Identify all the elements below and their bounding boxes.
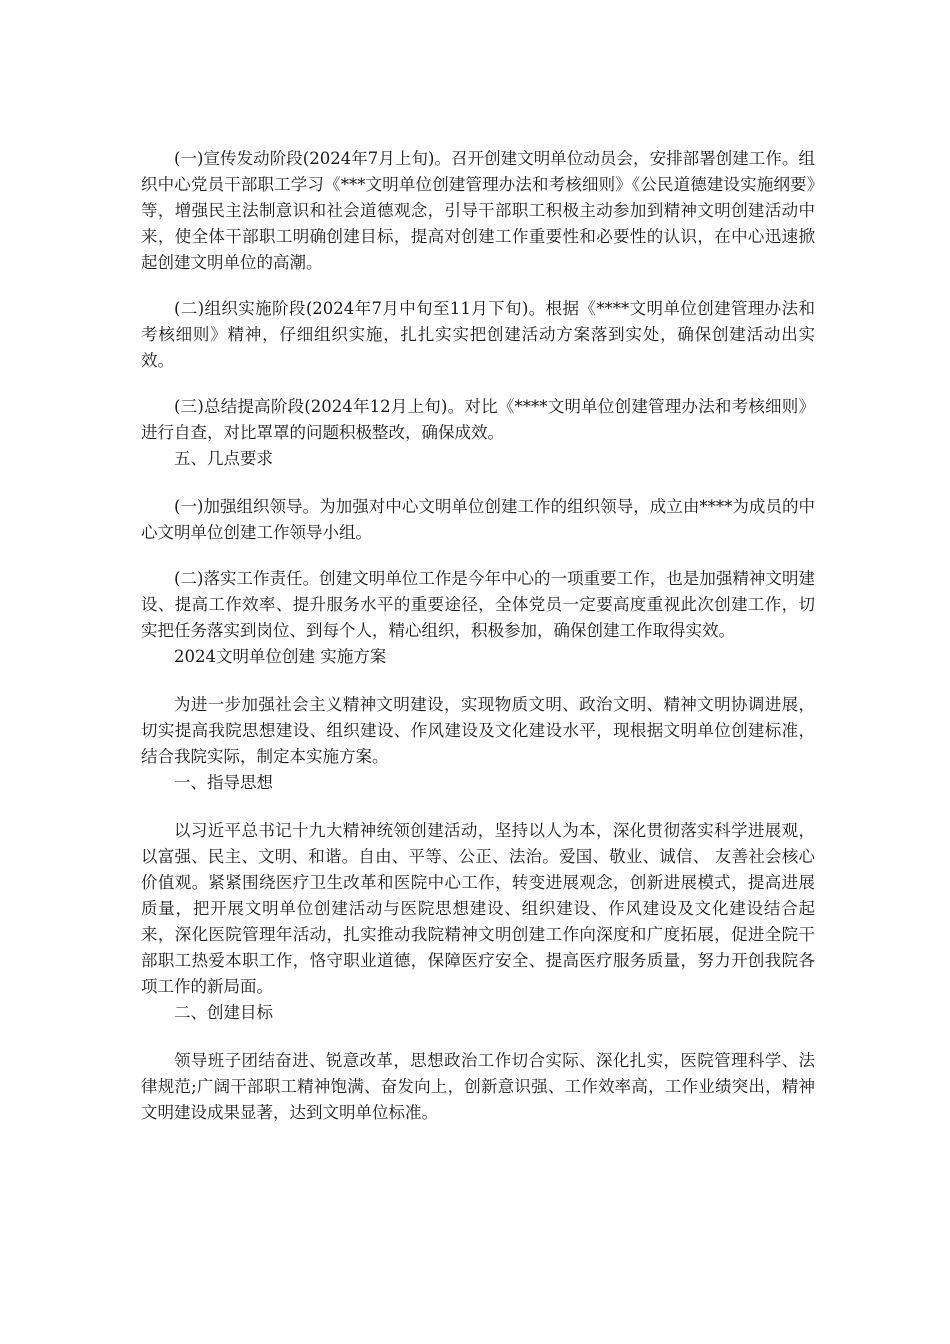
section-heading-requirements: 五、几点要求: [174, 449, 273, 468]
section-heading-guiding-ideology: 一、指导思想: [174, 773, 273, 792]
paragraph-goals: 领导班子团结奋进、锐意改革，思想政治工作切合实际、深化扎实，医院管理科学、法律规范;广阔干部职工精神饱满、奋发向上，创新意识强、工作效率高，工作业绩突出，精神文明建设成果显著，达到文明单位标准。: [141, 1051, 815, 1122]
paragraph-implement-responsibility: (二)落实工作责任。创建文明单位工作是今年中心的一项重要工作，也是加强精神文明建设、提高工作效率、提升服务水平的重要途径，全体党员一定要高度重视此次创建工作，切实把任务落实到岗位、到每个人，精心组织，积极参加，确保创建工作取得实效。: [141, 569, 815, 640]
paragraph-implementation-stage: (二)组织实施阶段(2024年7月中旬至11月下旬)。根据《****文明单位创建管理办法和考核细则》精神，仔细组织实施，扎扎实实把创建活动方案落到实处，确保创建活动出实效。: [141, 299, 815, 370]
document-subtitle: 2024文明单位创建 实施方案: [174, 647, 387, 666]
paragraph-strengthen-leadership: (一)加强组织领导。为加强对中心文明单位创建工作的组织领导，成立由****为成员的中心文明单位创建工作领导小组。: [141, 497, 815, 542]
paragraph-publicity-stage: (一)宣传发动阶段(2024年7月上旬)。召开创建文明单位动员会，安排部署创建工作。组织中心党员干部职工学习《***文明单位创建管理办法和考核细则》《公民道德建设实施纲要》等，增强民主法制意识和社会道德观念，引导干部职工积极主动参加到精神文明创建活动中来，使全体干部职工明确创建目标，提高对创建工作重要性和必要性的认识，在中心迅速掀起创建文明单位的高潮。: [141, 149, 815, 272]
paragraph-introduction: 为进一步加强社会主义精神文明建设，实现物质文明、政治文明、精神文明协调进展，切实提高我院思想建设、组织建设、作风建设及文化建设水平，现根据文明单位创建标准，结合我院实际，制定本实施方案。: [141, 695, 815, 766]
paragraph-summary-stage: (三)总结提高阶段(2024年12月上旬)。对比《****文明单位创建管理办法和考核细则》进行自查，对比罩罩的问题积极整改，确保成效。: [141, 397, 815, 442]
section-heading-goals: 二、创建目标: [174, 1003, 273, 1022]
paragraph-guiding-ideology: 以习近平总书记十九大精神统领创建活动，坚持以人为本，深化贯彻落实科学进展观，以富强、民主、文明、和谐。自由、平等、公正、法治。爱国、敬业、诚信、 友善社会核心价值观。紧紧围绕医疗卫生改革和医院中心工作，转变进展观念，创新进展模式，提高进展质量，把开展文明单位创建活动与医院思想建设、组织建设、作风建设及文化建设结合起来，深化医院管理年活动，扎实推动我院精神文明创建工作向深度和广度拓展，促进全院干部职工热爱本职工作，恪守职业道德，保障医疗安全、提高医疗服务质量，努力开创我院各项工作的新局面。: [141, 821, 815, 996]
document-body: [141, 146, 815, 1126]
